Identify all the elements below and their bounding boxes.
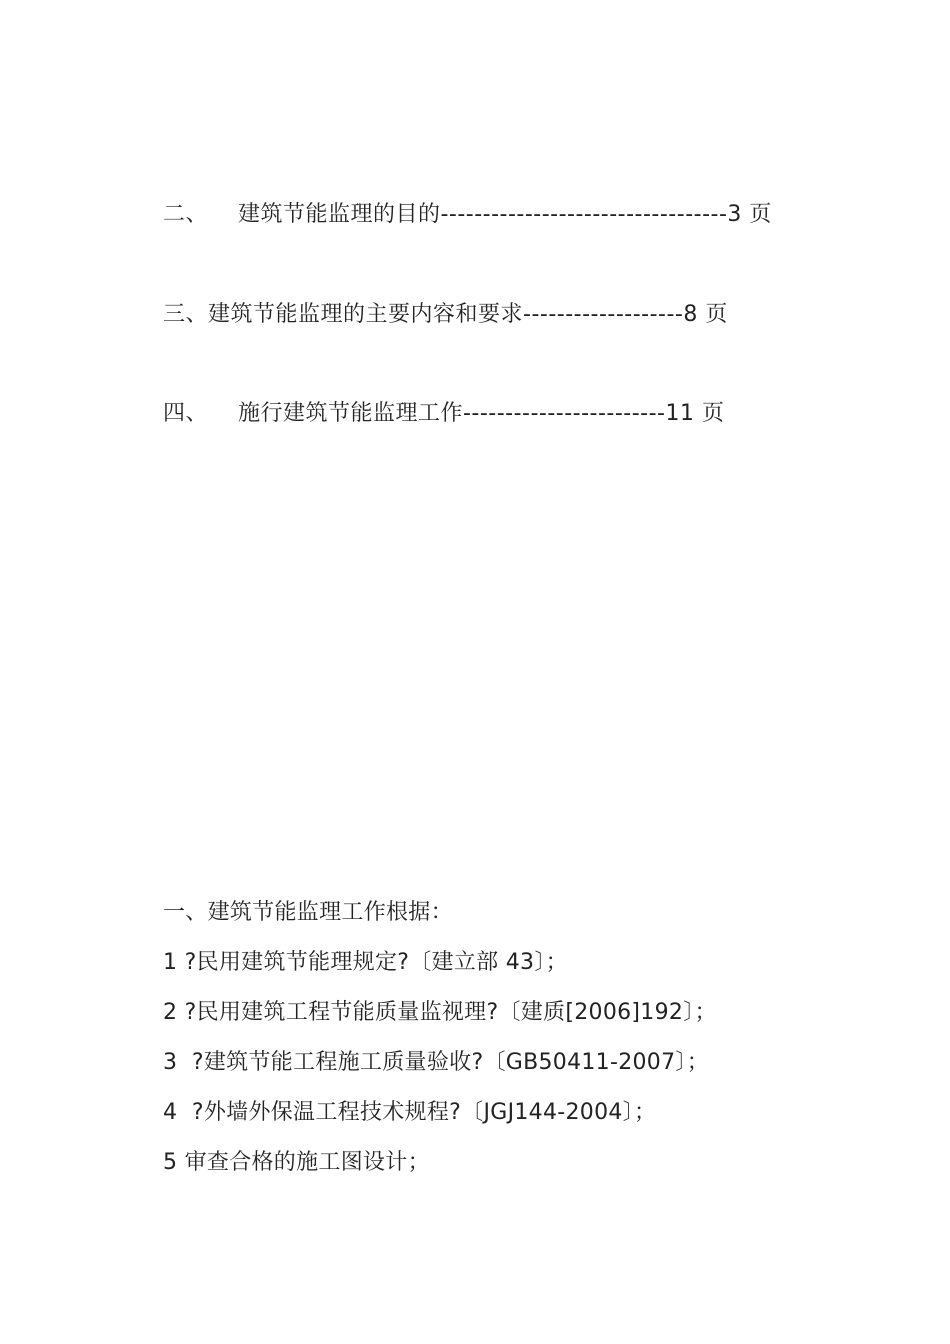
section-heading: 一、建筑节能监理工作根据：: [163, 900, 453, 925]
basis-item-5: 5 审查合格的施工图设计；: [163, 1150, 430, 1175]
basis-item-1: 1 ?民用建筑节能理规定?〔建立部 43〕；: [163, 950, 568, 975]
basis-item-4: 4 ?外墙外保温工程技术规程?〔JGJ144-2004〕；: [163, 1100, 657, 1125]
toc-item-4: 四、 施行建筑节能监理工作------------------------11 页: [163, 401, 725, 426]
section-basis: [163, 898, 883, 1198]
basis-item-2: 2 ?民用建筑工程节能质量监视理?〔建质[2006]192〕；: [163, 1000, 717, 1025]
toc-item-3: 三、建筑节能监理的主要内容和要求-------------------8 页: [163, 302, 728, 327]
basis-item-3: 3 ?建筑节能工程施工质量验收?〔GB50411-2007〕；: [163, 1050, 709, 1075]
toc-item-2: 二、 建筑节能监理的目的----------------------------------3 页: [163, 202, 772, 227]
